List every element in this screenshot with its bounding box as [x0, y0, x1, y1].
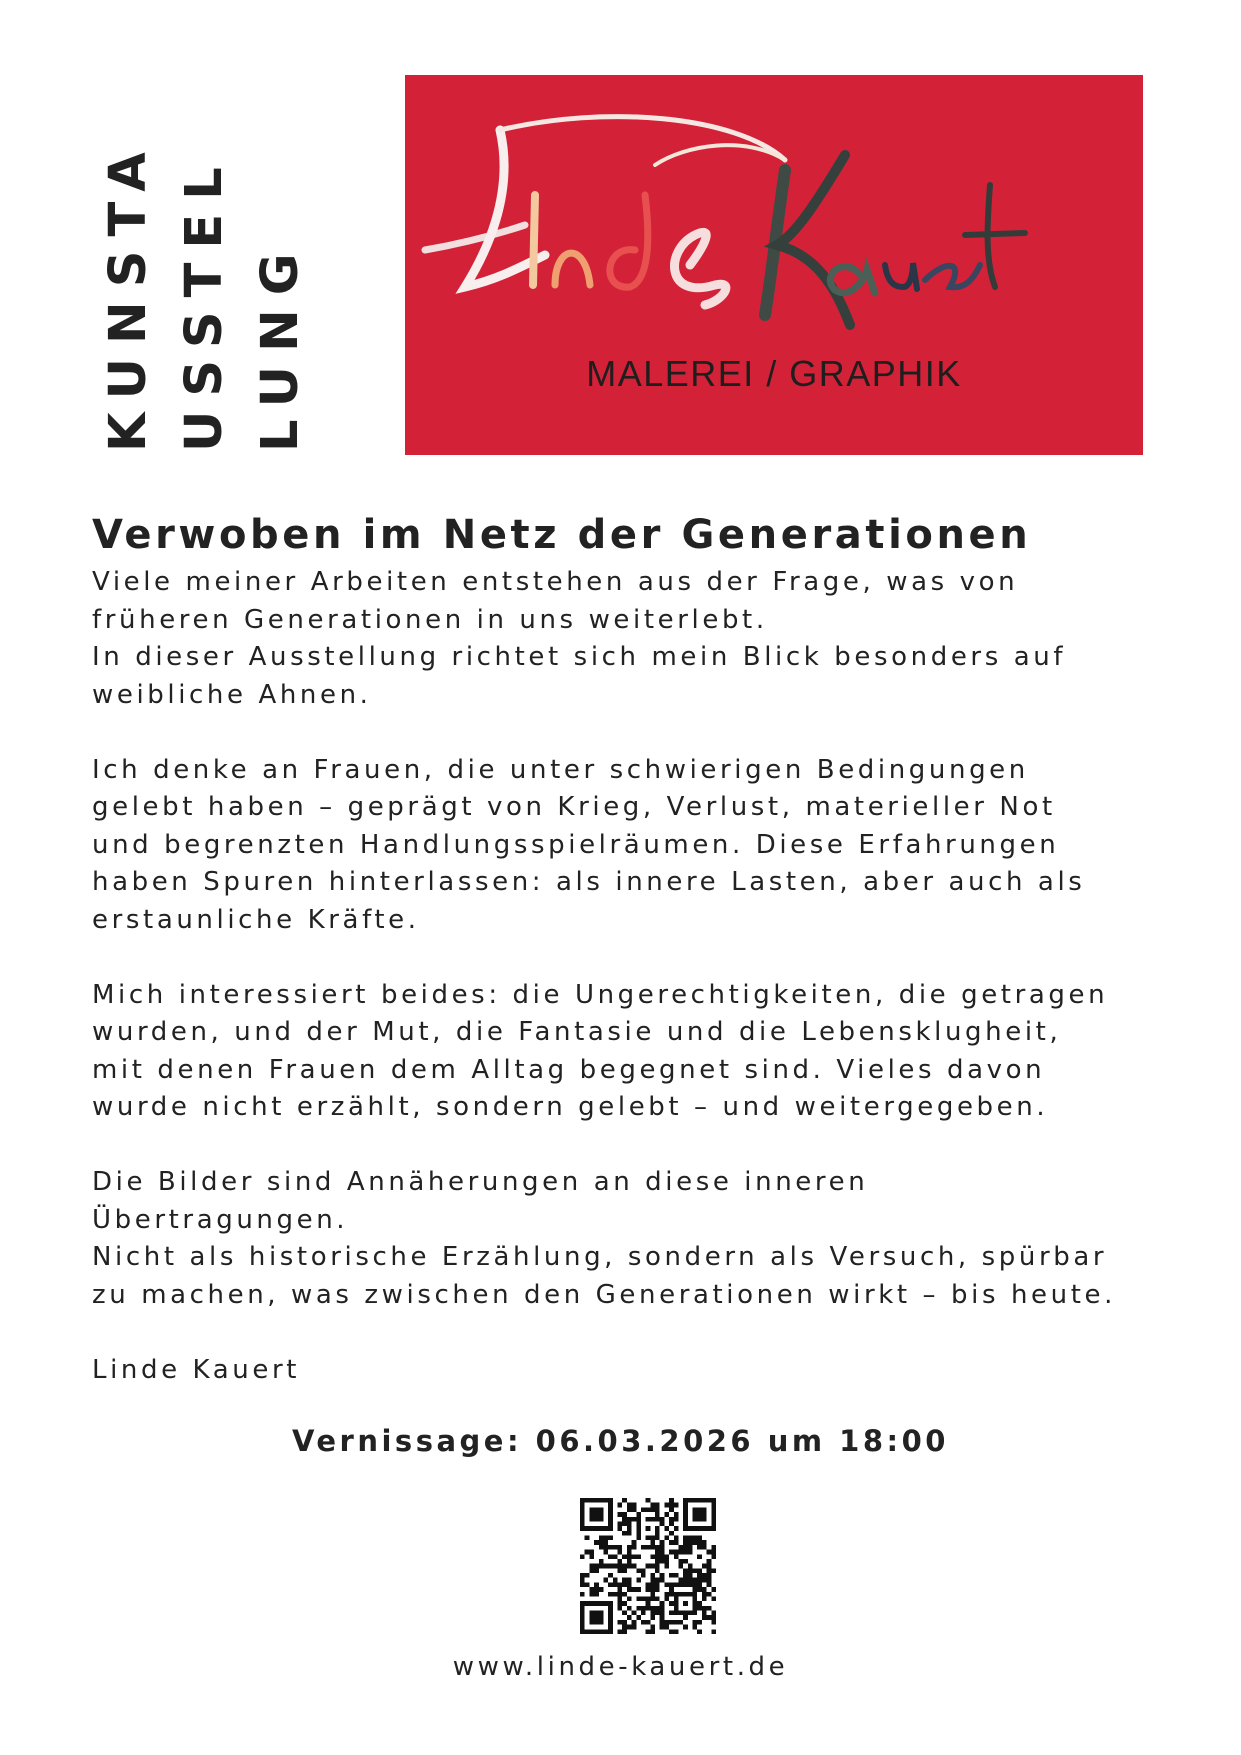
headline: Verwoben im Netz der Generationen [92, 512, 1032, 558]
paragraph-gap [92, 1127, 1172, 1165]
text-line: erstaunliche Kräfte. [92, 904, 420, 935]
text-line: gelebt haben – geprägt von Krieg, Verlust, materieller Not [92, 792, 1056, 822]
text-line: und begrenzten Handlungsspielräumen. Diese Erfahrungen [92, 829, 1060, 860]
paragraph-gap [92, 939, 1172, 977]
text-line: wurden, und der Mut, die Fantasie und die Lebensklugheit, [92, 1017, 1062, 1047]
text-line: Die Bilder sind Annäherungen an diese inneren [92, 1167, 869, 1197]
text-line: früheren Generationen in uns weiterlebt. [92, 604, 768, 635]
text-line: Mich interessiert beides: die Ungerechtigkeiten, die getragen [92, 979, 1109, 1010]
vernissage-date: Vernissage: 06.03.2026 um 18:00 [292, 1424, 949, 1458]
qr-code-icon[interactable] [580, 1498, 716, 1634]
text-line: haben Spuren hinterlassen: als innere Lasten, aber auch als [92, 867, 1086, 897]
website-link[interactable]: www.linde-kauert.de [452, 1652, 789, 1682]
vertical-title-line-2: USSTEL [175, 153, 234, 452]
vertical-title-line-1: KUNSTA [99, 138, 158, 452]
text-line: weibliche Ahnen. [92, 679, 372, 710]
body-text [92, 564, 1172, 1389]
signature-logo [405, 75, 1143, 455]
vertical-title-line-3: LUNG [251, 239, 310, 452]
logo-subtitle: MALEREI / GRAPHIK [586, 353, 962, 394]
paragraph-gap [92, 714, 1172, 752]
author-signature: Linde Kauert [92, 1354, 301, 1385]
text-line: Ich denke an Frauen, die unter schwierigen Bedingungen [92, 754, 1029, 785]
text-line: zu machen, was zwischen den Generationen wirkt – bis heute. [92, 1279, 1116, 1310]
text-line: Übertragungen. [92, 1204, 349, 1235]
text-line: mit denen Frauen dem Alltag begegnet sind. Vieles davon [92, 1054, 1046, 1085]
text-line: In dieser Ausstellung richtet sich mein Blick besonders auf [92, 642, 1067, 672]
text-line: Nicht als historische Erzählung, sondern als Versuch, spürbar [92, 1242, 1108, 1272]
text-line: wurde nicht erzählt, sondern gelebt – und weitergegeben. [92, 1092, 1049, 1122]
text-line: Viele meiner Arbeiten entstehen aus der Frage, was von [92, 567, 1019, 597]
logo-banner [405, 75, 1143, 455]
paragraph-gap [92, 1314, 1172, 1352]
